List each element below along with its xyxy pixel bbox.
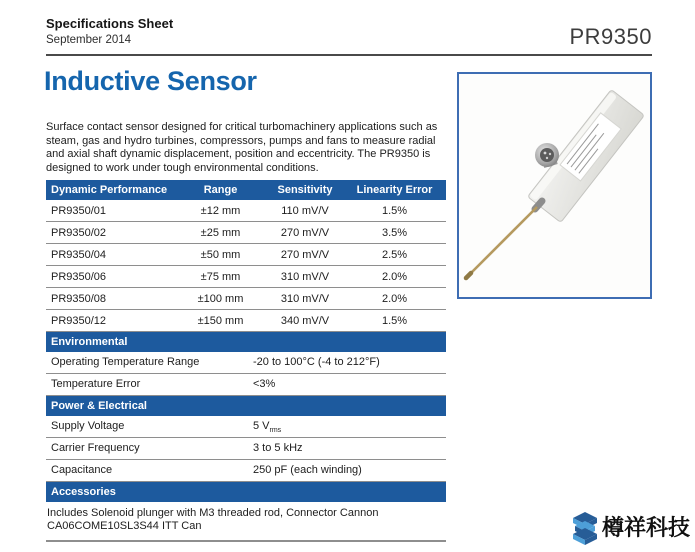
section-note: Includes Solenoid plunger with M3 threaded rod, Connector Cannon CA06COME10SL3S44 ITT Can — [46, 502, 446, 542]
table-row — [46, 310, 446, 332]
spec-value — [253, 352, 380, 373]
performance-table-header-row — [46, 180, 446, 200]
section-header: Environmental — [46, 332, 446, 352]
spec-value-text: 5 V — [253, 420, 270, 432]
model-cell: PR9350/06 — [46, 266, 174, 288]
performance-table — [46, 180, 446, 332]
document-type: Specifications Sheet — [46, 16, 174, 31]
sensor-connector — [535, 143, 559, 167]
spec-value-text: 3 to 5 kHz — [253, 442, 303, 454]
model-cell: PR9350/04 — [46, 244, 174, 266]
spec-value-text: 250 pF (each winding) — [253, 464, 362, 476]
page-title: Inductive Sensor — [44, 66, 257, 96]
spec-cell: 2.0% — [343, 288, 446, 310]
performance-table-body — [46, 200, 446, 332]
table-row — [46, 222, 446, 244]
spec-cell: 1.5% — [343, 200, 446, 222]
spec-cell: 2.0% — [343, 266, 446, 288]
spec-row — [46, 416, 446, 438]
spec-label: Temperature Error — [51, 378, 141, 390]
spec-row — [46, 438, 446, 460]
column-header: Sensitivity — [267, 180, 343, 200]
spec-row — [46, 374, 446, 396]
column-header: Dynamic Performance — [46, 180, 174, 200]
sensor-probe — [466, 201, 542, 278]
logo-text: 樽祥科技 — [602, 515, 691, 540]
table-row — [46, 244, 446, 266]
model-cell: PR9350/08 — [46, 288, 174, 310]
product-image — [457, 72, 652, 299]
spec-value — [253, 438, 303, 459]
spec-value-text: -20 to 100°C (-4 to 212°F) — [253, 356, 380, 368]
spec-value-subscript: rms — [269, 427, 282, 435]
spec-label: Operating Temperature Range — [51, 356, 200, 368]
spec-cell: 110 mV/V — [267, 200, 343, 222]
column-header: Range — [174, 180, 267, 200]
spec-cell: ±150 mm — [174, 310, 267, 332]
table-row — [46, 266, 446, 288]
column-header: Linearity Error — [343, 180, 446, 200]
spec-cell: 270 mV/V — [267, 222, 343, 244]
section-header: Power & Electrical — [46, 396, 446, 416]
spec-cell: ±75 mm — [174, 266, 267, 288]
table-row — [46, 200, 446, 222]
section-header: Accessories — [46, 482, 446, 502]
spec-cell: 310 mV/V — [267, 266, 343, 288]
header-divider — [46, 54, 652, 56]
spec-section — [46, 396, 446, 482]
stacked-layers-icon — [570, 509, 600, 547]
spec-cell: 340 mV/V — [267, 310, 343, 332]
spec-value-text: <3% — [253, 378, 276, 390]
table-row — [46, 288, 446, 310]
spec-section — [46, 332, 446, 396]
spec-cell: 2.5% — [343, 244, 446, 266]
spec-label: Capacitance — [51, 464, 113, 476]
sensor-illustration — [459, 74, 650, 297]
spec-section — [46, 482, 446, 542]
spec-cell: ±25 mm — [174, 222, 267, 244]
spec-label: Supply Voltage — [51, 420, 125, 432]
model-cell: PR9350/12 — [46, 310, 174, 332]
spec-cell: 310 mV/V — [267, 288, 343, 310]
spec-cell: ±12 mm — [174, 200, 267, 222]
spec-cell: 3.5% — [343, 222, 446, 244]
spec-row — [46, 460, 446, 482]
spec-cell: 1.5% — [343, 310, 446, 332]
spec-value — [253, 374, 275, 395]
spec-cell: 270 mV/V — [267, 244, 343, 266]
spec-cell: ±100 mm — [174, 288, 267, 310]
model-cell: PR9350/02 — [46, 222, 174, 244]
product-description: Surface contact sensor designed for critical turbomachinery applications such as steam, gas and hydro turbines, compressors, pumps and fans to measure radial and axial shaft dynamic displacement, position and eccentricity. The PR9350 is designed to work under tough environmental conditions. — [46, 121, 438, 174]
company-logo — [570, 509, 690, 547]
spec-row — [46, 352, 446, 374]
spec-sections — [46, 332, 446, 542]
spec-value — [253, 460, 362, 481]
spec-cell: ±50 mm — [174, 244, 267, 266]
model-cell: PR9350/01 — [46, 200, 174, 222]
model-number: PR9350 — [569, 24, 652, 49]
spec-label: Carrier Frequency — [51, 442, 140, 454]
spec-content — [46, 180, 446, 542]
document-date: September 2014 — [46, 34, 132, 46]
